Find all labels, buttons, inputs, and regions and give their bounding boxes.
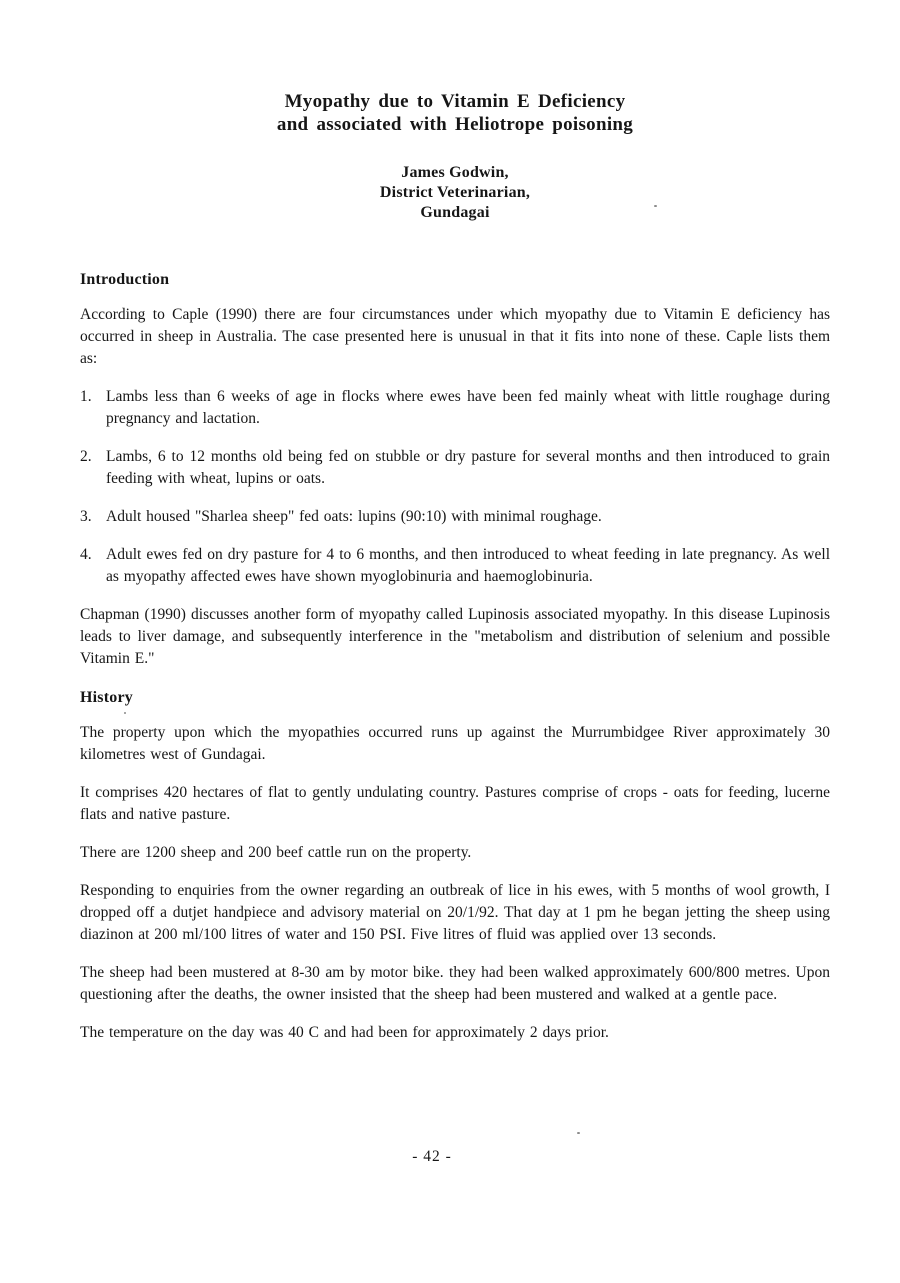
document-title (80, 90, 830, 136)
section-introduction (80, 270, 830, 670)
list-item-3 (80, 506, 830, 528)
list-item-3-text: Adult housed "Sharlea sheep" fed oats: lupins (90:10) with minimal roughage. (106, 508, 602, 525)
list-item-3-number: 3. (80, 508, 92, 525)
scan-speck (577, 1132, 580, 1134)
list-item-4-text: Adult ewes fed on dry pasture for 4 to 6 months, and then introduced to wheat feeding in late pregnancy. As well as myopathy affected ewes have shown myoglobinuria and haemoglobinuria. (106, 546, 830, 585)
document-title-line-2: and associated with Heliotrope poisoning (276, 114, 634, 135)
author-block (80, 163, 830, 223)
list-item-2 (80, 446, 830, 490)
history-paragraph-6: The temperature on the day was 40 C and had been for approximately 2 days prior. (80, 1024, 609, 1041)
history-heading: History (80, 689, 133, 706)
scan-speck (124, 712, 126, 714)
list-item-2-text: Lambs, 6 to 12 months old being fed on stubble or dry pasture for several months and then introduced to grain feeding with wheat, lupins or oats. (106, 448, 830, 487)
author-role: District Veterinarian, (379, 184, 531, 201)
introduction-paragraph: According to Caple (1990) there are four circumstances under which myopathy due to Vitamin E deficiency has occurred in sheep in Australia. The case presented here is unusual in that it fits into none of these. Caple lists them as: (80, 306, 830, 367)
list-item-4 (80, 544, 830, 588)
author-name: James Godwin, (401, 164, 509, 181)
scan-speck (654, 205, 657, 207)
introduction-heading: Introduction (80, 271, 170, 288)
list-item-2-number: 2. (80, 448, 92, 465)
history-paragraph-1: The property upon which the myopathies occurred runs up against the Murrumbidgee River approximately 30 kilometres west of Gundagai. (80, 724, 830, 763)
author-location: Gundagai (420, 204, 490, 221)
introduction-closing-paragraph: Chapman (1990) discusses another form of myopathy called Lupinosis associated myopathy. In this disease Lupinosis leads to liver damage, and subsequently interference in the "metabolism and distribution of selenium and possible Vitamin E." (80, 606, 830, 667)
document-title-line-1: Myopathy due to Vitamin E Deficiency (284, 91, 626, 112)
list-item-1 (80, 386, 830, 430)
section-history (80, 688, 830, 1044)
page-number: - 42 - (412, 1148, 452, 1165)
list-item-1-text: Lambs less than 6 weeks of age in flocks where ewes have been fed mainly wheat with little roughage during pregnancy and lactation. (106, 388, 830, 427)
history-paragraph-5: The sheep had been mustered at 8-30 am by motor bike. they had been walked approximately 600/800 metres. Upon questioning after the deaths, the owner insisted that the sheep had been mustered and walked at a gentle pace. (80, 964, 830, 1003)
list-item-1-number: 1. (80, 388, 92, 405)
list-item-4-number: 4. (80, 546, 92, 563)
history-paragraph-3: There are 1200 sheep and 200 beef cattle run on the property. (80, 844, 472, 861)
history-paragraph-4: Responding to enquiries from the owner regarding an outbreak of lice in his ewes, with 5 months of wool growth, I dropped off a dutjet handpiece and advisory material on 20/1/92. That day at 1 pm he began jetting the sheep using diazinon at 200 ml/100 litres of water and 150 PSI. Five litres of fluid was applied over 13 seconds. (80, 882, 830, 943)
history-paragraph-2: It comprises 420 hectares of flat to gently undulating country. Pastures comprise of crops - oats for feeding, lucerne flats and native pasture. (80, 784, 830, 823)
